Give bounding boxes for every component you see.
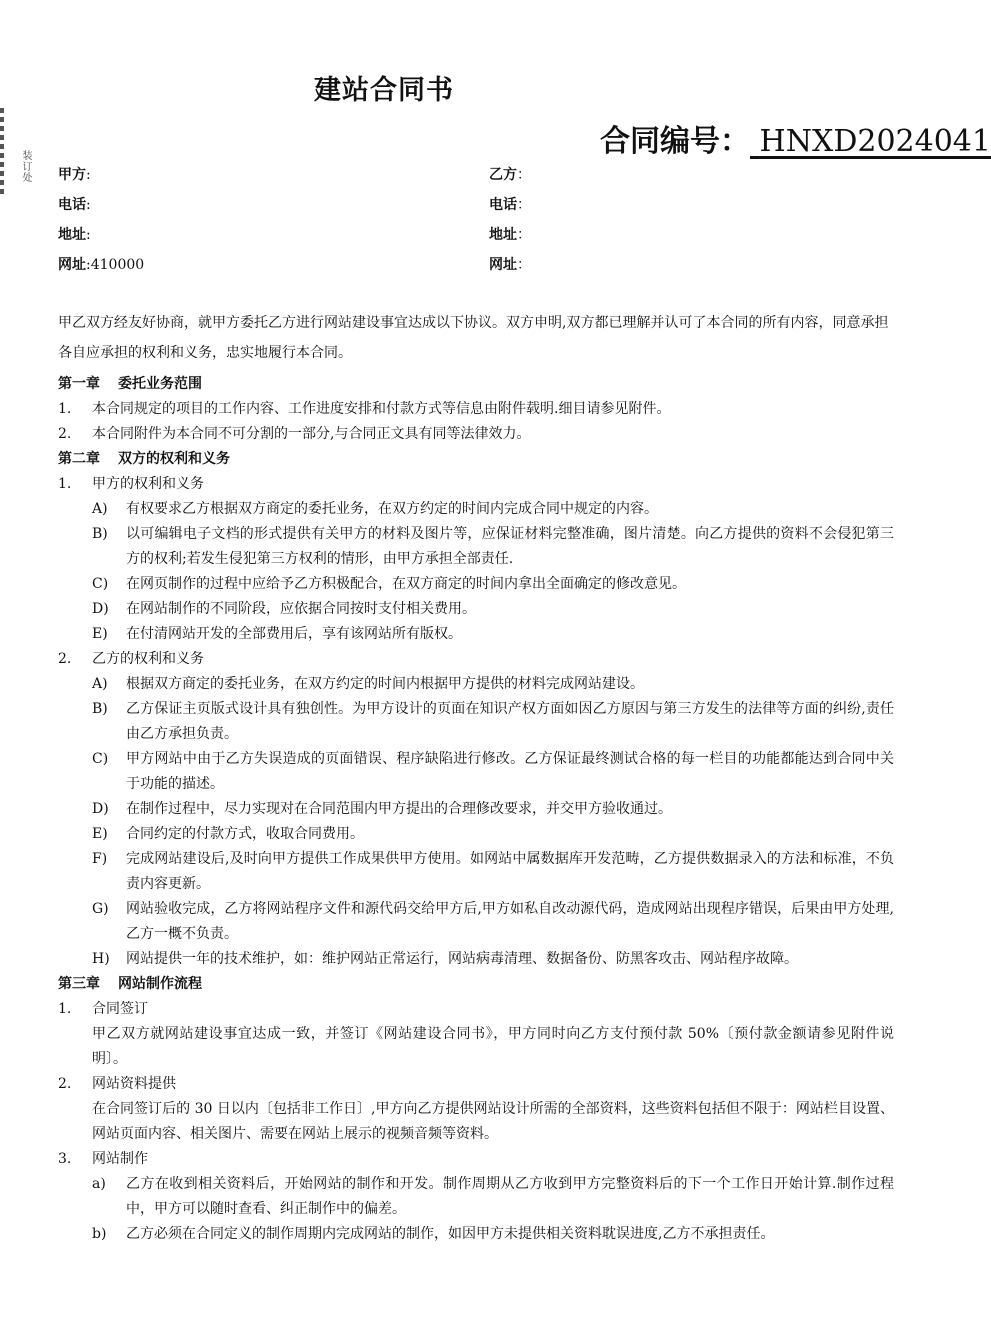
party-row: 甲方: 乙方：: [58, 167, 531, 183]
document-title: 建站合同书: [314, 75, 454, 106]
sub-item: G) 网站验收完成，乙方将网站程序文件和源代码交给甲方后,甲方如私自改动源代码，造成网站出现程序错误，后果由甲方处理,乙方一概不负责。: [92, 901, 894, 942]
parties-block: [58, 162, 898, 282]
item-body: 甲乙双方就网站建设事宜达成一致，并签订《网站建设合同书》，甲方同时向乙方支付预付款 50%〔预付款金额请参见附件说明〕。: [92, 1026, 894, 1067]
chapter-2-heading: 第二章 双方的权利和义务: [58, 451, 230, 467]
chapter-3-heading: 第三章 网站制作流程: [58, 976, 202, 992]
binding-label: 装订处: [20, 150, 31, 183]
website-a-value: 410000: [90, 257, 145, 273]
sub-item: B) 以可编辑电子文档的形式提供有关甲方的材料及图片等，应保证材料完整准确，图片清楚。向乙方提供的资料不会侵犯第三方的权利;若发生侵犯第三方权利的情形，由甲方承担全部责任.: [92, 526, 894, 567]
list-item: 1. 甲方的权利和义务: [58, 476, 204, 492]
sub-item: E) 合同约定的付款方式，收取合同费用。: [92, 826, 364, 842]
sub-item: C) 在网页制作的过程中应给予乙方积极配合，在双方商定的时间内拿出全面确定的修改意见。: [92, 576, 686, 592]
sub-item: C) 甲方网站中由于乙方失误造成的页面错误、程序缺陷进行修改。乙方保证最终测试合格的每一栏目的功能都能达到合同中关于功能的描述。: [92, 751, 894, 792]
sub-item: F) 完成网站建设后,及时向甲方提供工作成果供甲方使用。如网站中属数据库开发范畴，乙方提供数据录入的方法和标准，不负责内容更新。: [92, 851, 894, 892]
list-item: 2. 本合同附件为本合同不可分割的一部分,与合同正文具有同等法律效力。: [58, 426, 531, 442]
party-a-label: 甲方: [58, 167, 86, 183]
contract-number-label: 合同编号：: [600, 124, 750, 159]
list-item: 2. 网站资料提供: [58, 1076, 176, 1092]
party-row: 网址:410000 网址：: [58, 257, 531, 273]
sub-item: a) 乙方在收到相关资料后，开始网站的制作和开发。制作周期从乙方收到甲方完整资料后的下一个工作日开始计算.制作过程中，甲方可以随时查看、纠正制作中的偏差。: [92, 1176, 894, 1217]
address-b-label: 地址: [489, 227, 517, 243]
list-item: 1. 合同签订: [58, 1001, 148, 1017]
party-row: 地址: 地址：: [58, 227, 531, 243]
sub-item: A) 有权要求乙方根据双方商定的委托业务，在双方约定的时间内完成合同中规定的内容。: [92, 501, 658, 517]
chapter-1-heading: 第一章 委托业务范围: [58, 376, 202, 392]
party-b-label: 乙方: [489, 167, 517, 183]
sub-item: E) 在付清网站开发的全部费用后，享有该网站所有版权。: [92, 626, 462, 642]
party-row: 电话: 电话：: [58, 197, 531, 213]
list-item: 2. 乙方的权利和义务: [58, 651, 204, 667]
binding-margin-marks: [0, 108, 4, 198]
sub-item: D) 在制作过程中，尽力实现对在合同范围内甲方提出的合理修改要求，并交甲方验收通过。: [92, 801, 672, 817]
sub-item: H) 网站提供一年的技术维护，如：维护网站正常运行，网站病毒清理、数据备份、防黑客攻击、网站程序故障。: [92, 951, 798, 967]
sub-item: D) 在网站制作的不同阶段，应依据合同按时支付相关费用。: [92, 601, 476, 617]
website-b-label: 网址: [489, 257, 517, 273]
item-body: 在合同签订后的 30 日以内〔包括非工作日〕,甲方向乙方提供网站设计所需的全部资料，这些资料包括但不限于：网站栏目设置、网站页面内容、相关图片、需要在网站上展示的视频音频等资料。: [92, 1101, 894, 1142]
list-item: 3. 网站制作: [58, 1151, 148, 1167]
website-a-label: 网址: [58, 257, 86, 273]
contract-number: [600, 116, 991, 160]
address-a-label: 地址: [58, 227, 86, 243]
intro-paragraph: 甲乙双方经友好协商，就甲方委托乙方进行网站建设事宜达成以下协议。双方申明,双方都已理解并认可了本合同的所有内容，同意承担各自应承担的权利和义务，忠实地履行本合同。: [58, 315, 889, 361]
contract-body: [58, 308, 894, 1247]
sub-item: b) 乙方必须在合同定义的制作周期内完成网站的制作，如因甲方未提供相关资料耽误进度,乙方不承担责任。: [92, 1226, 775, 1242]
list-item: 1. 本合同规定的项目的工作内容、工作进度安排和付款方式等信息由附件载明.细目请参见附件。: [58, 401, 671, 417]
contract-number-value: HNXD2024041: [759, 124, 991, 159]
phone-a-label: 电话: [58, 197, 86, 213]
phone-b-label: 电话: [489, 197, 517, 213]
sub-item: B) 乙方保证主页版式设计具有独创性。为甲方设计的页面在知识产权方面如因乙方原因与第三方发生的法律等方面的纠纷,责任由乙方承担负责。: [92, 701, 894, 742]
sub-item: A) 根据双方商定的委托业务，在双方约定的时间内根据甲方提供的材料完成网站建设。: [92, 676, 644, 692]
